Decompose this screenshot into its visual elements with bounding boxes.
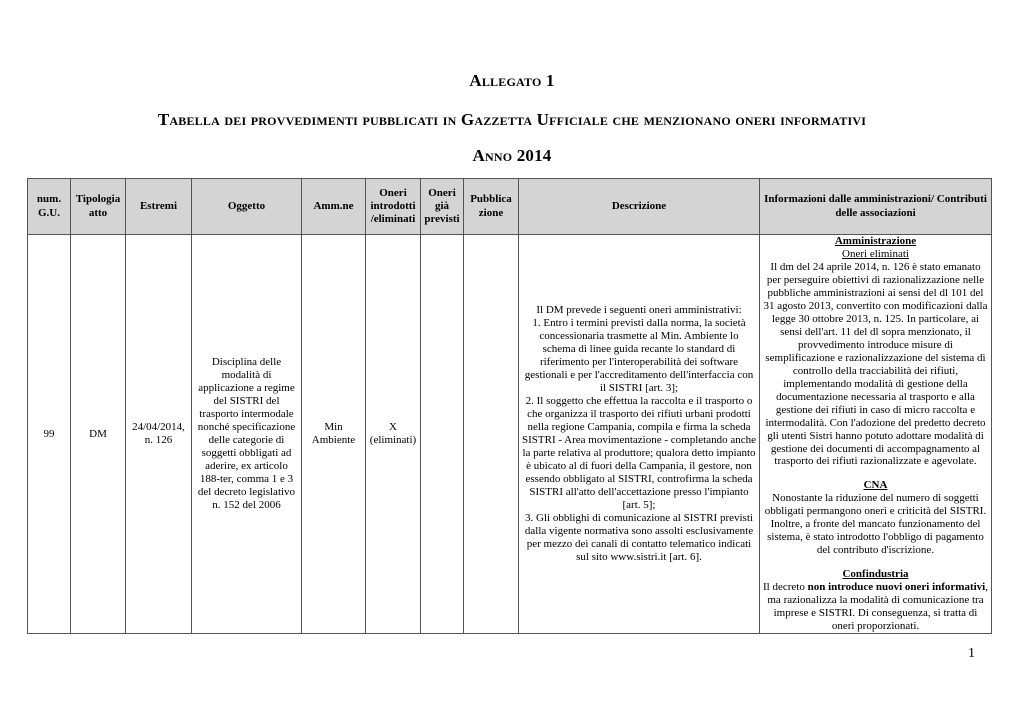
confindustria-text-start: Il decreto (763, 581, 805, 594)
descrizione-intro: Il DM prevede i seguenti oneri amministrativi: (536, 304, 742, 317)
cna-text: Nonostante la riduzione del numero di soggetti obbligati permangono oneri e criticità del SISTRI. Inoltre, a fronte del mancato funzionamento del sistema, è stato introdotto l'obbligo di pagamento del contributo d'iscrizione. (764, 492, 987, 557)
confindustria-text-end: , ma razionalizza la modalità di comunicazione tra imprese e SISTRI. Di conseguenza, si tratta di oneri proporzionati. (767, 581, 988, 633)
cell-amm: Min Ambiente (302, 235, 366, 634)
cell-oggetto: Disciplina delle modalità di applicazione a regime del SISTRI del trasporto intermodale nonché specificazione delle categorie di soggetti obbligati ad aderire, ex articolo 188-ter, comma 1 e 3 del decreto legislativo n. 152 del 2006 (192, 235, 302, 634)
amministrazione-title: Amministrazione (834, 235, 917, 247)
descrizione-item-2: 2. Il soggetto che effettua la raccolta e il trasporto o che organizza il trasporto dei rifiuti urbani prodotti nella regione Campania, compila e firma la scheda SISTRI - Area movimentazione - completando anche la parte relativa al produttore; qualora detto impianto è ubicato al di fuori della Campania, il gestore, non essendo obbligato al SISTRI, controfirma la scheda SISTRI all'atto dell'accettazione presso l'impianto [art. 5]; (522, 395, 756, 511)
table-title: Tabella dei provvedimenti pubblicati in Gazzetta Ufficiale che menzionano oneri informativi (157, 110, 867, 129)
cell-informazioni (760, 235, 992, 634)
cell-oneri-introdotti: X (eliminati) (366, 235, 421, 634)
provvedimenti-table (27, 178, 992, 634)
cell-tipologia: DM (71, 235, 126, 634)
header-oneri-gia-previsti: Oneri già previsti (421, 179, 464, 235)
cell-estremi: 24/04/2014, n. 126 (126, 235, 192, 634)
confindustria-title: Confindustria (842, 568, 909, 581)
header-pubblicazione: Pubblica zione (464, 179, 519, 235)
descrizione-item-3: 3. Gli obblighi di comunicazione al SISTRI previsti dalla vigente normativa sono assolti esclusivamente per mezzo dei canali di contatto telematico indicati sul sito www.sistri.it [art. 6]. (524, 511, 754, 563)
cell-pubblicazione (464, 235, 519, 634)
year-heading: Anno 2014 (472, 146, 552, 165)
cell-oneri-gia-previsti (421, 235, 464, 634)
confindustria-text (763, 581, 988, 633)
table-row (28, 235, 992, 634)
cell-num: 99 (28, 235, 71, 634)
descrizione-item-1: 1. Entro i termini previsti dalla norma, la società concessionaria trasmette al Min. Ambiente lo schema di linee guida recante lo standard di riferimento per l'interoperabilità dei software gestionali e per l'accreditamento dell'interfaccia con il SISTRI [art. 3]; (524, 317, 754, 395)
oneri-eliminati-subtitle: Oneri eliminati (842, 247, 909, 260)
header-row (28, 179, 992, 235)
cna-title: CNA (863, 479, 888, 492)
cell-descrizione (519, 235, 760, 634)
header-amm: Amm.ne (302, 179, 366, 235)
header-descrizione: Descrizione (519, 179, 760, 235)
header-tipologia: Tipologia atto (71, 179, 126, 235)
page-number: 1 (968, 646, 975, 661)
amministrazione-text: Il dm del 24 aprile 2014, n. 126 è stato emanato per perseguire obiettivi di razionalizzazione nelle pubbliche amministrazioni ai sensi del dl 101 del 31 agosto 2013, convertito con modificazioni dalla legge 30 ottobre 2013, n. 125. In particolare, ai sensi dell'art. 11 del dl sopra menzionato, il provvedimento introduce misure di semplificazione e razionalizzazione del sistema di controllo della tracciabilità dei rifiuti, implementando modalità di gestione della documentazione necessaria al trasporto e alla gestione dei rifiuti in caso di micro raccolta e intermodalità. Con l'adozione del predetto decreto gli utenti Sistri hanno potuto adottare modalità di gestione dei documenti di accompagnamento al trasporto dei rifiuti razionalizzate e agevolate. (763, 260, 988, 468)
header-oneri-introdotti: Oneri introdotti /eliminati (366, 179, 421, 235)
annex-heading: Allegato 1 (469, 71, 555, 90)
header-oggetto: Oggetto (192, 179, 302, 235)
header-estremi: Estremi (126, 179, 192, 235)
confindustria-text-bold: non introduce nuovi oneri informativi (807, 581, 986, 594)
header-num: num. G.U. (28, 179, 71, 235)
header-informazioni: Informazioni dalle amministrazioni/ Contributi delle associazioni (760, 179, 992, 235)
